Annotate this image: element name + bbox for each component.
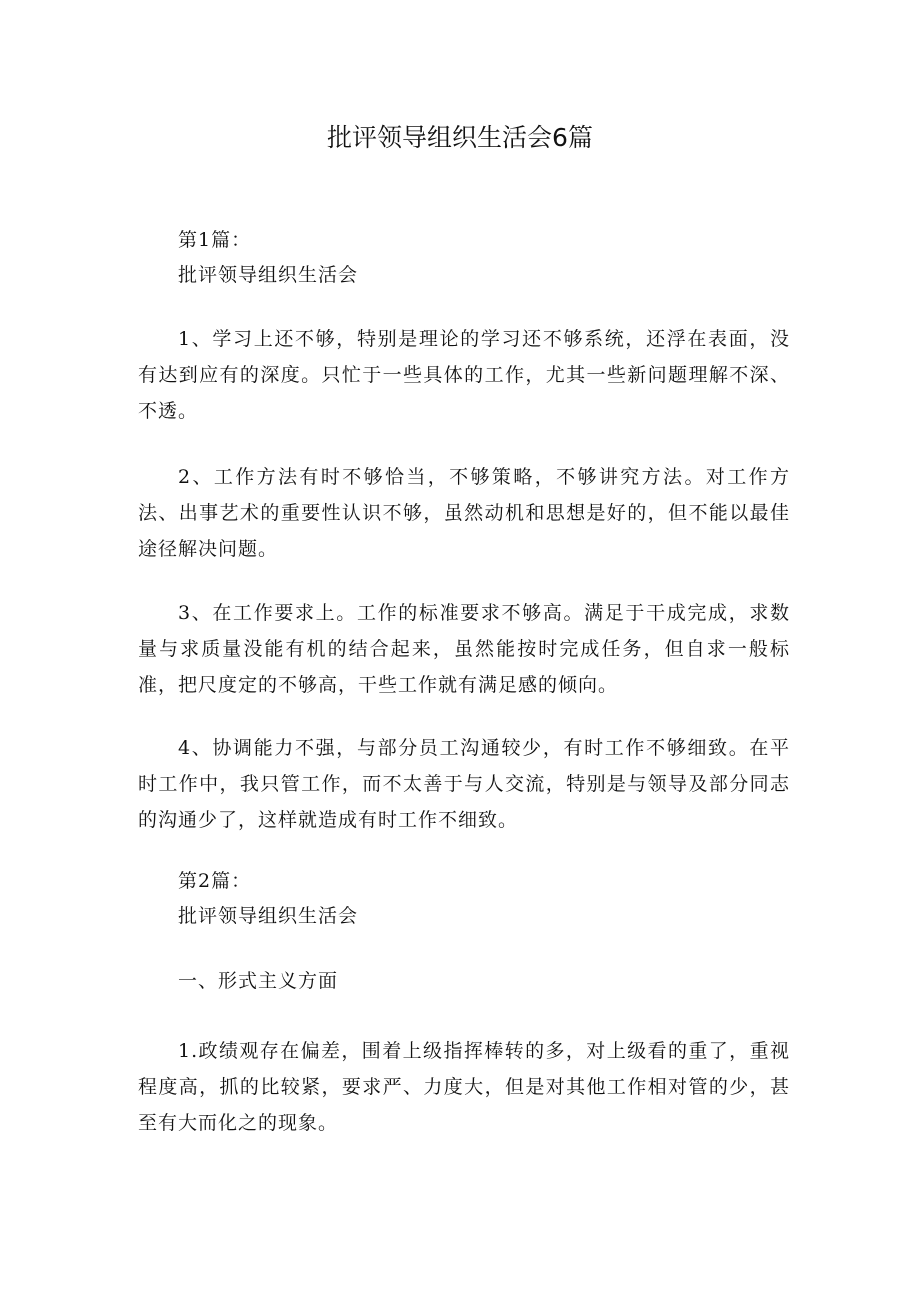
part2-heading: 第2篇： bbox=[178, 870, 252, 892]
part1-paragraph-2: 2、工作方法有时不够恰当，不够策略，不够讲究方法。对工作方法、出事艺术的重要性认识不够，虽然动机和思想是好的，但不能以最佳途径解决问题。 bbox=[138, 466, 790, 560]
part1-subtitle: 批评领导组织生活会 bbox=[178, 264, 359, 286]
part1-paragraph-1: 1、学习上还不够，特别是理论的学习还不够系统，还浮在表面，没有达到应有的深度。只忙于一些具体的工作，尤其一些新问题理解不深、不透。 bbox=[138, 328, 790, 422]
part2-section-heading: 一、形式主义方面 bbox=[178, 970, 339, 992]
part1-paragraph-4: 4、协调能力不强，与部分员工沟通较少，有时工作不够细致。在平时工作中，我只管工作，而不太善于与人交流，特别是与领导及部分同志的沟通少了，这样就造成有时工作不细致。 bbox=[138, 737, 790, 831]
part1-paragraph-3: 3、在工作要求上。工作的标准要求不够高。满足于干成完成，求数量与求质量没能有机的结合起来，虽然能按时完成任务，但自求一般标准，把尺度定的不够高，干些工作就有满足感的倾向。 bbox=[138, 602, 790, 696]
part1-heading: 第1篇： bbox=[178, 229, 252, 251]
document-title: 批评领导组织生活会6篇 bbox=[327, 123, 593, 152]
part2-subtitle: 批评领导组织生活会 bbox=[178, 905, 359, 927]
part2-paragraph-1: 1.政绩观存在偏差，围着上级指挥棒转的多，对上级看的重了，重视程度高，抓的比较紧，要求严、力度大，但是对其他工作相对管的少，甚至有大而化之的现象。 bbox=[138, 1040, 790, 1134]
